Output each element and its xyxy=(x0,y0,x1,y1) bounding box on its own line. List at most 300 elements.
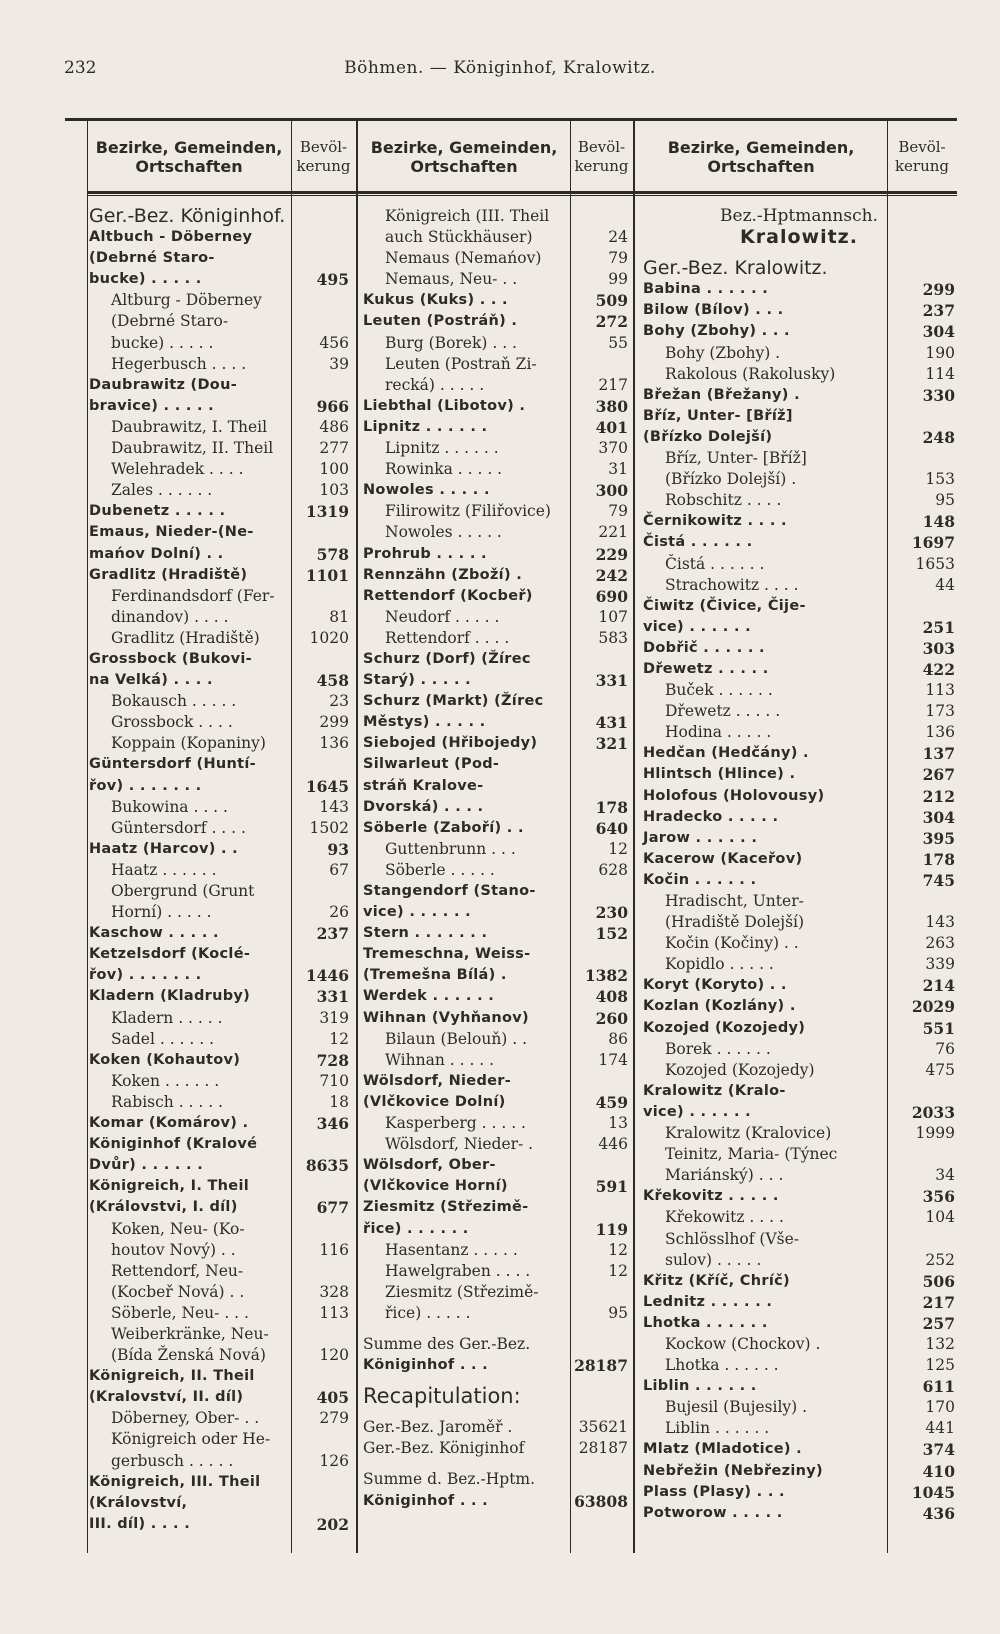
population-value: 148 xyxy=(922,512,955,532)
place-name: Wölsdorf, Nieder- . xyxy=(385,1135,534,1154)
place-name: Werdek . . . . . . xyxy=(363,988,495,1005)
population-value: 143 xyxy=(319,797,349,816)
table-row xyxy=(363,1491,628,1512)
place-name: Leuten (Postráň) . xyxy=(363,313,518,330)
table-row xyxy=(643,448,955,469)
table-row xyxy=(643,891,955,912)
table-row xyxy=(643,406,955,427)
population-value: 114 xyxy=(925,364,955,383)
place-name: Ger.-Bez. Kralowitz. xyxy=(643,257,828,280)
table-row xyxy=(363,691,628,712)
table-row xyxy=(89,1451,349,1472)
place-name: Wölsdorf, Ober- xyxy=(363,1157,496,1174)
place-name: Čistá . . . . . . xyxy=(643,534,753,551)
place-name: Kralowitz (Kralo- xyxy=(643,1082,786,1099)
table-row xyxy=(89,881,349,902)
place-name: Königinhof . . . xyxy=(363,1357,488,1374)
table-row xyxy=(89,670,349,691)
population-value: 217 xyxy=(598,375,628,394)
population-value: 217 xyxy=(922,1292,955,1312)
place-name: Jarow . . . . . . xyxy=(643,829,758,846)
table-row xyxy=(363,354,628,375)
header-rule xyxy=(87,191,957,194)
place-name: Rettendorf, Neu- xyxy=(111,1261,244,1280)
population-value: 28187 xyxy=(578,1439,628,1458)
table-row xyxy=(643,511,955,532)
table-row xyxy=(89,1345,349,1366)
table-row xyxy=(643,1376,955,1397)
table-row xyxy=(643,321,955,342)
table-row xyxy=(89,986,349,1007)
place-name: Kralowitz. xyxy=(740,226,858,249)
place-name: Neudorf . . . . . xyxy=(385,607,500,626)
table-row xyxy=(643,1123,955,1144)
place-name: Wölsdorf, Nieder- xyxy=(363,1072,512,1089)
population-value: 55 xyxy=(608,333,628,352)
place-name: Koryt (Koryto) . . xyxy=(643,977,787,994)
place-name: Robschitz . . . . xyxy=(665,491,782,510)
population-value: 257 xyxy=(922,1313,955,1333)
place-name: Guttenbrunn . . . xyxy=(385,839,516,858)
table-row xyxy=(643,638,955,659)
place-name: Křekovitz . . . . . xyxy=(643,1188,779,1205)
place-name: Daubrawitz, I. Theil xyxy=(111,417,268,436)
place-name: řov) . . . . . . . xyxy=(89,967,202,984)
population-value: 153 xyxy=(925,470,955,489)
population-value: 436 xyxy=(922,1503,955,1523)
place-name: Čiwitz (Čivice, Čije- xyxy=(643,597,806,614)
population-table xyxy=(65,118,957,1553)
table-row xyxy=(643,722,955,743)
population-value: 242 xyxy=(595,565,628,585)
population-value: 1045 xyxy=(911,1482,955,1502)
population-value: 728 xyxy=(316,1050,349,1070)
table-row xyxy=(363,396,628,417)
place-name: Königreich, III. Theil xyxy=(89,1473,261,1490)
table-row xyxy=(643,786,955,807)
population-value: 178 xyxy=(595,797,628,817)
population-value: 374 xyxy=(922,1440,955,1460)
place-name: Söberle, Neu- . . . xyxy=(111,1303,249,1322)
place-name: houtov Nový) . . xyxy=(111,1240,236,1259)
place-name: recká) . . . . . xyxy=(385,375,485,394)
table-row xyxy=(363,733,628,754)
place-name: Stern . . . . . . . xyxy=(363,925,488,942)
place-name: Dvůr) . . . . . . xyxy=(89,1157,204,1174)
table-row xyxy=(363,712,628,733)
table-row xyxy=(363,501,628,522)
place-name: Rettendorf (Kocbeř) xyxy=(363,587,533,604)
table-row xyxy=(363,1417,628,1438)
place-name: Burg (Borek) . . . xyxy=(385,333,517,352)
population-value: 331 xyxy=(595,671,628,691)
table-row xyxy=(643,532,955,553)
table-row xyxy=(89,333,349,354)
place-name: Königinhof (Kralové xyxy=(89,1136,258,1153)
table-row xyxy=(363,1438,628,1459)
table-row xyxy=(643,849,955,870)
table-row xyxy=(363,1219,628,1240)
table-row xyxy=(89,902,349,923)
place-name: Altburg - Döberney xyxy=(111,291,262,310)
table-row xyxy=(363,839,628,860)
table-row xyxy=(89,1408,349,1429)
table-row xyxy=(643,279,955,300)
table-row xyxy=(363,649,628,670)
place-name: (Břízko Dolejší) xyxy=(643,428,773,445)
table-row xyxy=(89,944,349,965)
column-rule xyxy=(633,121,635,1553)
population-value: 202 xyxy=(316,1514,349,1534)
place-name: Weiberkränke, Neu- xyxy=(111,1324,269,1343)
table-row xyxy=(643,1018,955,1039)
place-name: Sadel . . . . . . xyxy=(111,1029,215,1048)
table-row xyxy=(363,417,628,438)
place-name: Grossbock (Bukovi- xyxy=(89,650,252,667)
population-value: 408 xyxy=(595,987,628,1007)
place-name: Dřewetz . . . . . xyxy=(665,702,781,721)
table-row xyxy=(363,923,628,944)
population-value: 277 xyxy=(319,439,349,458)
table-row xyxy=(89,354,349,375)
place-name: Emaus, Nieder-(Ne- xyxy=(89,524,254,541)
population-value: 237 xyxy=(316,924,349,944)
table-row xyxy=(89,712,349,733)
table-row xyxy=(89,1155,349,1176)
table-row xyxy=(363,607,628,628)
population-value: 126 xyxy=(319,1451,349,1470)
population-value: 578 xyxy=(316,544,349,564)
population-value: 628 xyxy=(598,860,628,879)
place-name: Lipnitz . . . . . . xyxy=(363,418,488,435)
place-name: Kozojed (Kozojedy) xyxy=(643,1019,806,1036)
population-value: 39 xyxy=(329,354,349,373)
population-value: 506 xyxy=(922,1271,955,1291)
population-value: 303 xyxy=(922,638,955,658)
place-name: Bukowina . . . . xyxy=(111,797,228,816)
place-name: Söberle . . . . . xyxy=(385,860,495,879)
population-value: 405 xyxy=(316,1388,349,1408)
population-value: 119 xyxy=(595,1219,628,1239)
place-name: Kasperberg . . . . . xyxy=(385,1114,526,1133)
table-row xyxy=(363,1176,628,1197)
table-row xyxy=(643,743,955,764)
place-name: Nemaus, Neu- . . xyxy=(385,270,518,289)
table-row xyxy=(89,417,349,438)
place-name: Kockow (Chockov) . xyxy=(665,1334,821,1353)
table-row xyxy=(89,1113,349,1134)
place-name: Dobřič . . . . . . xyxy=(643,639,765,656)
place-name: Bokausch . . . . . xyxy=(111,692,237,711)
table-row xyxy=(89,480,349,501)
population-value: 1020 xyxy=(309,628,349,647)
table-row xyxy=(363,206,628,227)
place-name: Hradischt, Unter- xyxy=(665,892,804,910)
population-value: 12 xyxy=(608,1261,628,1280)
table-row xyxy=(363,986,628,1007)
place-name: Koken . . . . . . xyxy=(111,1071,220,1090)
place-name: Rakolous (Rakolusky) xyxy=(665,364,836,383)
place-name: Babina . . . . . . xyxy=(643,281,769,298)
place-name: Silwarleut (Pod- xyxy=(363,756,500,773)
population-value: 251 xyxy=(922,617,955,637)
table-row xyxy=(363,1240,628,1261)
table-row xyxy=(363,269,628,290)
place-name: Křitz (Kříč, Chríč) xyxy=(643,1272,790,1289)
table-row xyxy=(89,776,349,797)
place-name: Holofous (Holovousy) xyxy=(643,787,825,804)
place-name: Břežan (Břežany) . xyxy=(643,386,800,403)
population-value: 237 xyxy=(922,301,955,321)
place-name: Hlintsch (Hlince) . xyxy=(643,766,796,783)
place-name: Koppain (Kopaniny) xyxy=(111,734,266,753)
population-value: 1382 xyxy=(584,966,628,986)
table-row xyxy=(643,659,955,680)
table-row xyxy=(643,975,955,996)
population-value: 12 xyxy=(608,1240,628,1259)
place-name: Liblin . . . . . . xyxy=(665,1419,770,1438)
population-value: 263 xyxy=(925,934,955,953)
place-name: řov) . . . . . . . xyxy=(89,777,202,794)
table-row xyxy=(643,490,955,511)
population-value: 137 xyxy=(922,744,955,764)
place-name: Grossbock . . . . xyxy=(111,713,233,732)
place-name: Daubrawitz, II. Theil xyxy=(111,439,274,458)
place-name: (Debrné Staro- xyxy=(89,250,215,267)
table-row xyxy=(643,764,955,785)
population-value: 174 xyxy=(598,1050,628,1069)
place-name: Lednitz . . . . . . xyxy=(643,1293,773,1310)
table-row xyxy=(643,870,955,891)
population-value: 214 xyxy=(922,976,955,996)
table-row xyxy=(643,1397,955,1418)
table-row xyxy=(643,954,955,975)
population-value: 2029 xyxy=(911,997,955,1017)
table-row xyxy=(363,248,628,269)
table-top-rule xyxy=(65,118,957,121)
place-name: Hodina . . . . . xyxy=(665,723,772,742)
place-name: Bříz, Unter- [Bříž] xyxy=(665,449,807,468)
place-name: mańov Dolní) . . xyxy=(89,545,224,562)
place-name: Kopidlo . . . . . xyxy=(665,955,774,974)
place-name: vice) . . . . . . xyxy=(643,618,751,635)
table-row xyxy=(89,1429,349,1450)
table-row xyxy=(89,754,349,775)
table-row xyxy=(89,1219,349,1240)
population-value: 120 xyxy=(319,1346,349,1365)
population-value: 279 xyxy=(319,1409,349,1428)
population-value: 459 xyxy=(595,1092,628,1112)
table-row xyxy=(89,1008,349,1029)
population-value: 380 xyxy=(595,396,628,416)
place-name: vice) . . . . . . xyxy=(643,1103,751,1120)
table-row xyxy=(89,269,349,290)
population-value: 1697 xyxy=(911,533,955,553)
place-name: bucke) . . . . . xyxy=(111,333,214,352)
table-row xyxy=(89,1472,349,1493)
table-row xyxy=(643,1229,955,1250)
place-name: Ger.-Bez. Königinhof xyxy=(363,1439,525,1458)
population-value: 328 xyxy=(319,1282,349,1301)
population-value: 13 xyxy=(608,1114,628,1133)
table-row xyxy=(363,544,628,565)
place-name: auch Stückhäuser) xyxy=(385,228,533,247)
place-name: Leuten (Postraň Zi- xyxy=(385,354,537,373)
place-name: Dřewetz . . . . . xyxy=(643,660,769,677)
population-value: 248 xyxy=(922,427,955,447)
place-name: Schurz (Dorf) (Žírec xyxy=(363,650,531,667)
population-value: 1645 xyxy=(305,776,349,796)
table-row xyxy=(643,1102,955,1123)
spacer xyxy=(363,1407,628,1417)
place-name: Liblin . . . . . . xyxy=(643,1378,757,1395)
place-name: gerbusch . . . . . xyxy=(111,1451,234,1470)
population-value: 113 xyxy=(319,1303,349,1322)
population-value: 23 xyxy=(329,692,349,711)
population-value: 24 xyxy=(608,228,628,247)
table-row xyxy=(89,607,349,628)
place-name: Güntersdorf (Huntí- xyxy=(89,756,256,773)
table-row xyxy=(643,1271,955,1292)
table-row xyxy=(89,839,349,860)
table-row xyxy=(89,438,349,459)
table-row xyxy=(89,1029,349,1050)
population-value: 28187 xyxy=(574,1356,628,1376)
place-name: Summe d. Bez.-Hptm. xyxy=(363,1470,536,1489)
table-row xyxy=(89,1282,349,1303)
population-value: 12 xyxy=(608,839,628,858)
place-name: Kozlan (Kozlány) . xyxy=(643,998,796,1015)
table-row xyxy=(643,1313,955,1334)
running-title: Böhmen. — Königinhof, Kralowitz. xyxy=(344,58,656,78)
population-value: 1319 xyxy=(305,502,349,522)
table-row xyxy=(89,586,349,607)
place-name: Bříz, Unter- [Bříž] xyxy=(643,407,793,424)
table-row xyxy=(89,290,349,311)
table-row xyxy=(363,1197,628,1218)
table-row xyxy=(643,996,955,1017)
population-value: 300 xyxy=(595,481,628,501)
column-header-name: Bezirke, Gemeinden, Ortschaften xyxy=(370,138,558,176)
table-row xyxy=(89,206,349,227)
place-name: Hradecko . . . . . xyxy=(643,808,779,825)
place-name: (Debrné Staro- xyxy=(111,312,229,331)
population-value: 12 xyxy=(329,1029,349,1048)
table-row xyxy=(363,1008,628,1029)
table-row xyxy=(89,311,349,332)
table-row xyxy=(643,617,955,638)
place-name: vice) . . . . . . xyxy=(363,904,471,921)
population-value: 34 xyxy=(935,1166,955,1185)
population-value: 486 xyxy=(319,417,349,436)
table-column-2 xyxy=(363,206,628,1512)
table-row xyxy=(643,828,955,849)
table-row xyxy=(643,385,955,406)
population-value: 35621 xyxy=(578,1418,628,1437)
table-row xyxy=(643,1439,955,1460)
place-name: Schlösslhof (Vše- xyxy=(665,1229,800,1248)
population-value: 229 xyxy=(595,544,628,564)
table-row xyxy=(643,1165,955,1186)
place-name: Nebřežin (Nebřeziny) xyxy=(643,1462,823,1479)
table-row xyxy=(363,1134,628,1155)
population-value: 745 xyxy=(922,870,955,890)
table-row xyxy=(363,565,628,586)
table-row xyxy=(643,933,955,954)
population-value: 395 xyxy=(922,828,955,848)
table-row xyxy=(89,1092,349,1113)
table-row xyxy=(643,1355,955,1376)
place-name: řice) . . . . . . xyxy=(363,1220,469,1237)
place-name: Kladern (Kladruby) xyxy=(89,988,251,1005)
population-value: 966 xyxy=(316,396,349,416)
table-row xyxy=(363,375,628,396)
population-value: 95 xyxy=(935,491,955,510)
table-row xyxy=(643,343,955,364)
place-name: (Království, xyxy=(89,1494,188,1511)
table-row xyxy=(363,1355,628,1376)
table-row xyxy=(643,701,955,722)
table-row xyxy=(643,807,955,828)
table-row xyxy=(89,923,349,944)
page-number: 232 xyxy=(64,58,97,78)
place-name: Zales . . . . . . xyxy=(111,481,213,500)
population-value: 81 xyxy=(329,607,349,626)
table-row xyxy=(643,364,955,385)
table-column-1 xyxy=(89,206,349,1535)
place-name: Recapitulation: xyxy=(363,1384,521,1409)
column-rule xyxy=(87,121,88,1553)
population-value: 103 xyxy=(319,481,349,500)
table-row xyxy=(643,596,955,617)
population-value: 173 xyxy=(925,702,955,721)
population-value: 551 xyxy=(922,1018,955,1038)
place-name: Starý) . . . . . xyxy=(363,672,471,689)
column-header-population: Bevöl- kerung xyxy=(296,138,351,175)
table-row xyxy=(363,902,628,923)
place-name: Bujesil (Bujesily) . xyxy=(665,1398,808,1417)
population-value: 677 xyxy=(316,1198,349,1218)
population-value: 458 xyxy=(316,671,349,691)
population-value: 591 xyxy=(595,1177,628,1197)
population-value: 299 xyxy=(922,280,955,300)
place-name: Königreich, I. Theil xyxy=(89,1178,249,1195)
column-header-population: Bevöl- kerung xyxy=(574,138,629,175)
place-name: III. díl) . . . . xyxy=(89,1515,191,1532)
table-row xyxy=(89,1050,349,1071)
spacer xyxy=(363,1324,628,1334)
table-row xyxy=(643,1250,955,1271)
table-row xyxy=(363,1469,628,1490)
place-name: Altbuch - Döberney xyxy=(89,229,253,246)
place-name: řice) . . . . . xyxy=(385,1303,471,1322)
table-row xyxy=(89,1197,349,1218)
table-row xyxy=(363,1113,628,1134)
place-name: Bohy (Zbohy) . xyxy=(665,343,781,362)
table-row xyxy=(89,1366,349,1387)
table-row xyxy=(89,649,349,670)
population-value: 346 xyxy=(316,1114,349,1134)
running-head xyxy=(0,58,1000,88)
table-row xyxy=(643,469,955,490)
place-name: Hawelgraben . . . . xyxy=(385,1261,531,1280)
population-value: 331 xyxy=(316,987,349,1007)
population-value: 125 xyxy=(925,1356,955,1375)
table-row xyxy=(643,680,955,701)
place-name: Daubrawitz (Dou- xyxy=(89,376,238,393)
place-name: Königreich, II. Theil xyxy=(89,1368,255,1385)
population-value: 212 xyxy=(922,786,955,806)
